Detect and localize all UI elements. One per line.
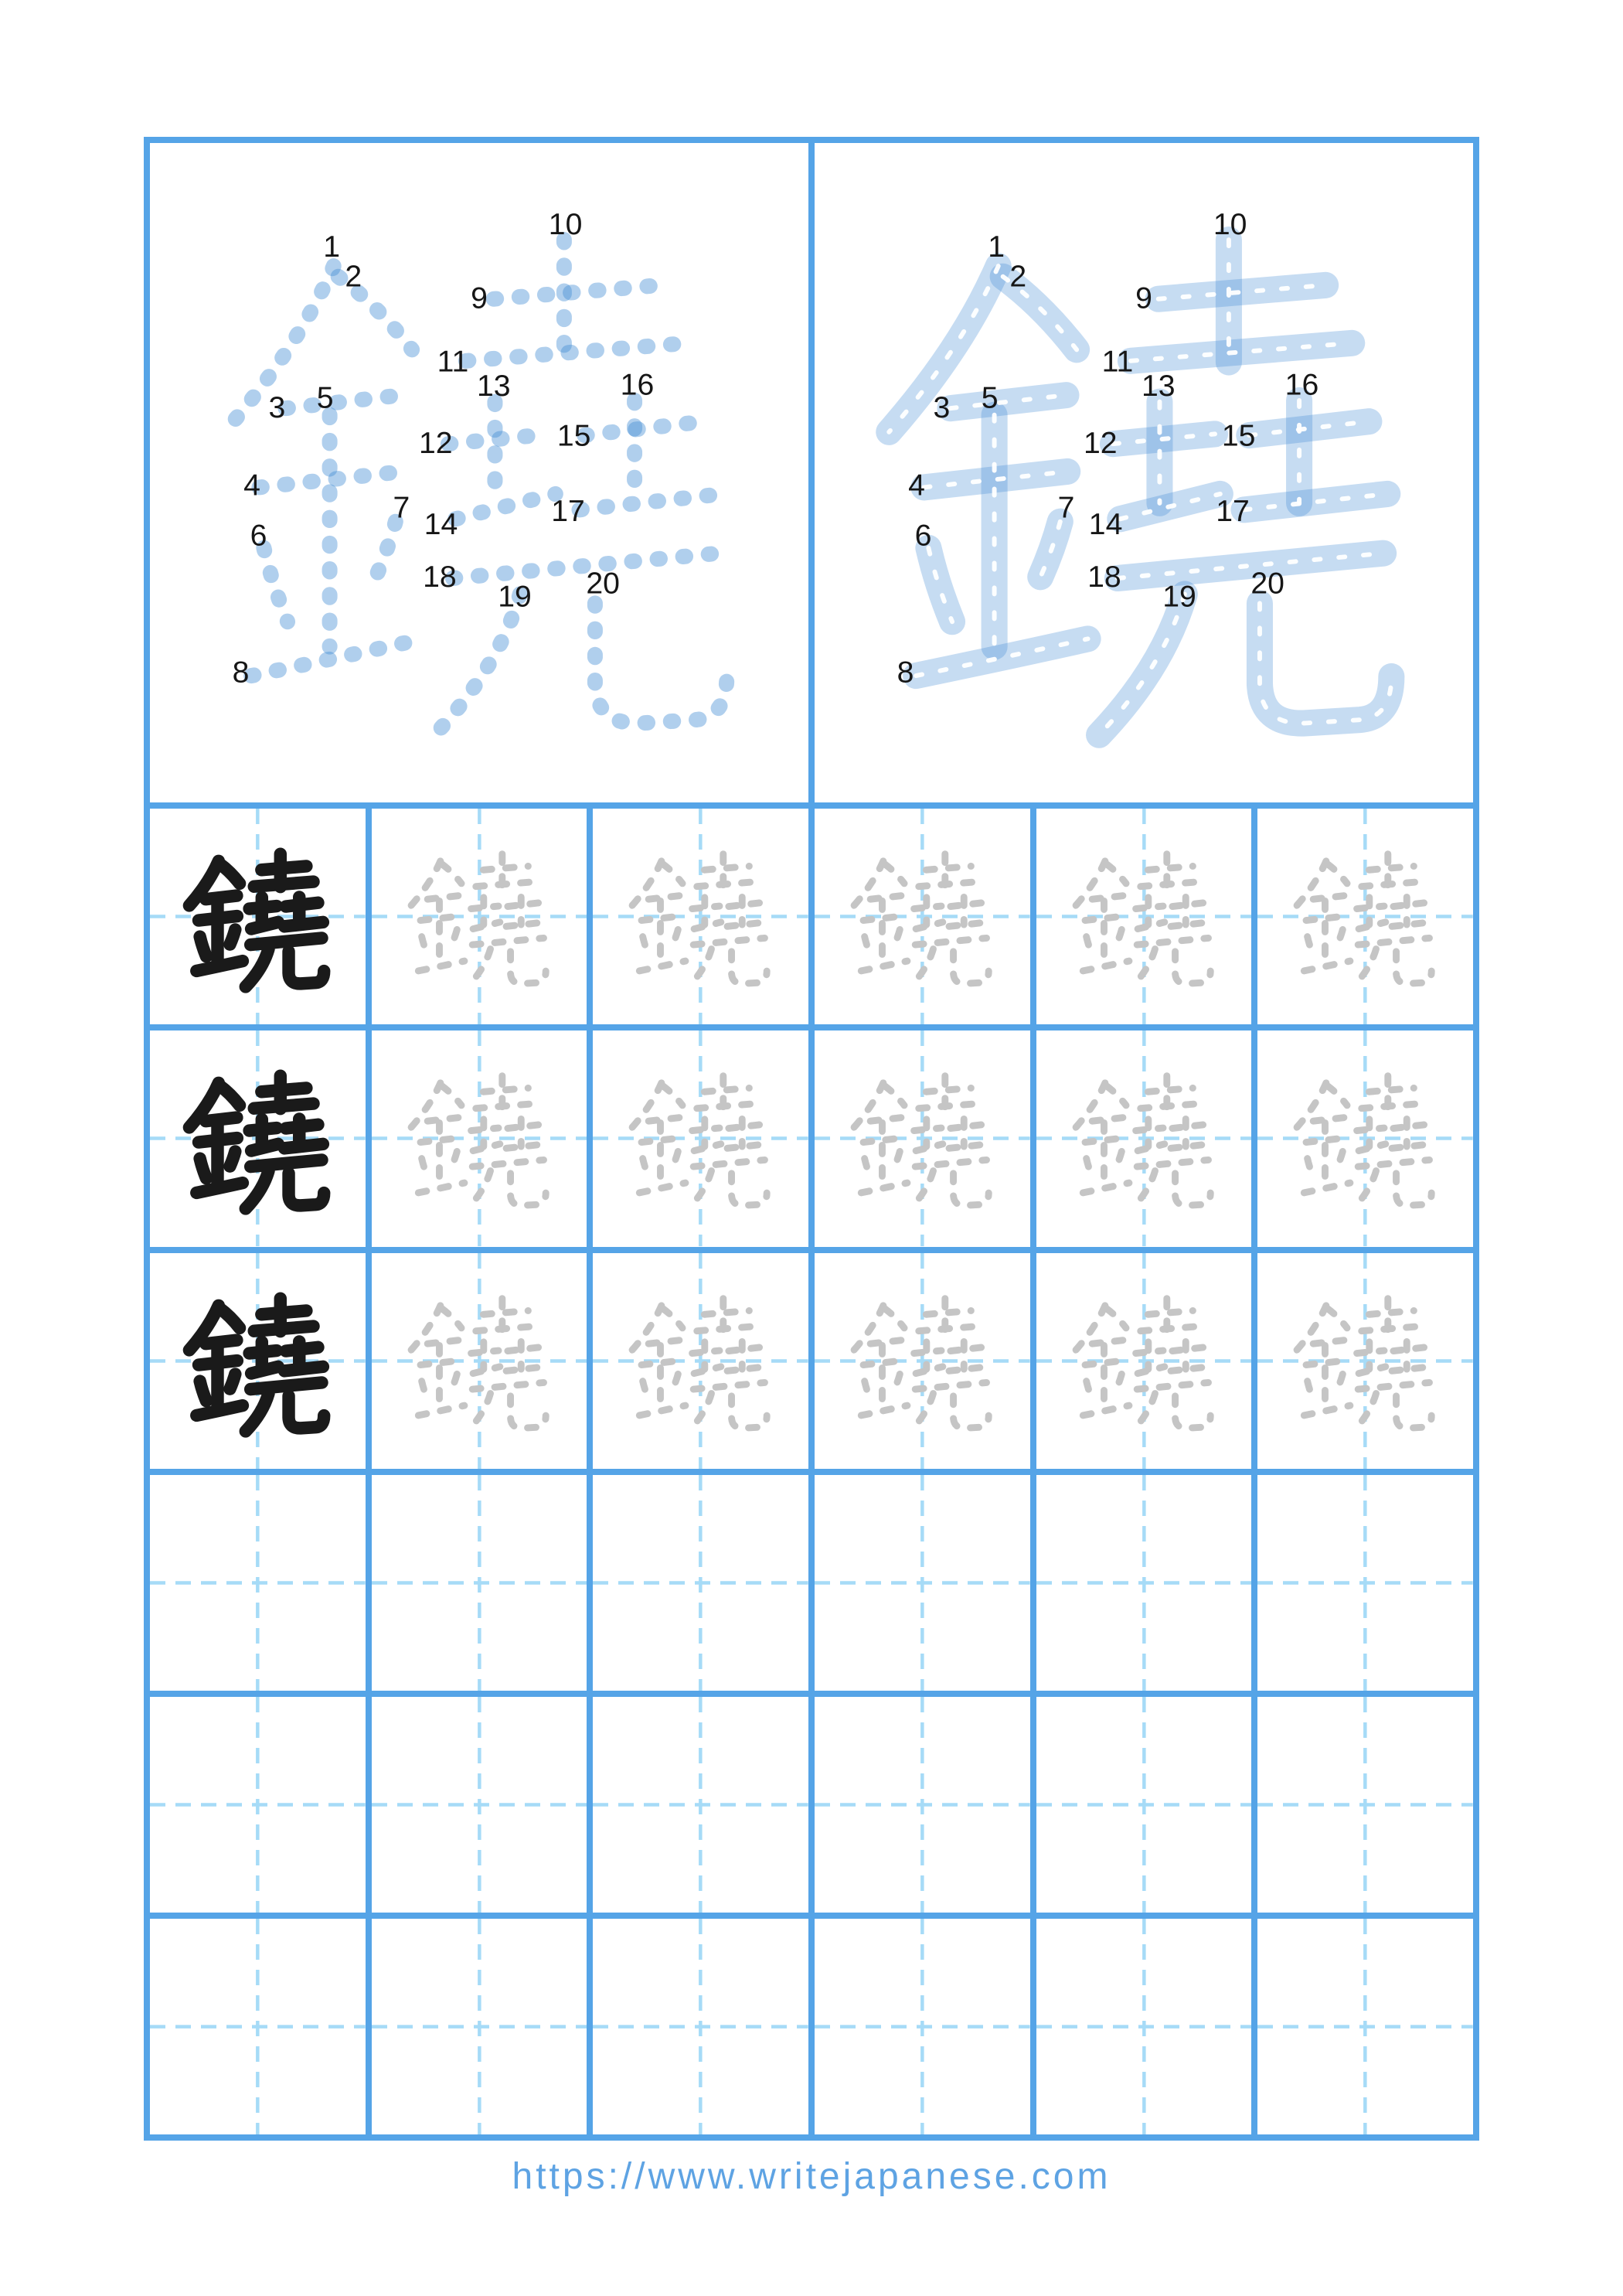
kanji-glyph-trace: [1257, 1030, 1473, 1246]
stroke-number-9: 9: [1135, 281, 1152, 315]
practice-cell-r5c1: [150, 1697, 366, 1913]
practice-cell-r2c5: [1036, 1030, 1252, 1246]
stroke-number-19: 19: [498, 580, 532, 614]
stroke-number-2: 2: [1009, 260, 1027, 294]
kanji-glyph-use: [189, 1076, 324, 1209]
stroke-number-7: 7: [1057, 491, 1075, 525]
kanji-glyph-black: [150, 809, 366, 1024]
kanji-glyph-trace: [1036, 1030, 1252, 1246]
practice-cell-r3c1: [150, 1253, 366, 1469]
practice-cell-r6c4: [815, 1919, 1030, 2134]
practice-cell-r2c6: [1257, 1030, 1473, 1246]
practice-cell-r6c3: [593, 1919, 808, 2134]
practice-cell-r3c3: [593, 1253, 808, 1469]
cell-guides: [372, 1919, 587, 2134]
cell-guides: [1257, 1475, 1473, 1691]
practice-cell-r3c2: [372, 1253, 587, 1469]
practice-cell-r4c1: [150, 1475, 366, 1691]
kanji-glyph-use: [632, 1298, 767, 1431]
stroke-number-13: 13: [476, 369, 511, 403]
stroke-number-12: 12: [418, 427, 453, 461]
kanji-glyph-black: [150, 1253, 366, 1469]
stroke-number-13: 13: [1141, 369, 1176, 403]
stroke-number-10: 10: [1213, 208, 1247, 242]
kanji-glyph-use: [411, 1298, 546, 1431]
stroke-number-6: 6: [914, 519, 932, 553]
stroke-number-11: 11: [1101, 345, 1134, 379]
cell-guides: [372, 1475, 587, 1691]
cell-guides: [1257, 1919, 1473, 2134]
kanji-glyph-use: [189, 1298, 324, 1431]
stroke-number-14: 14: [1088, 507, 1123, 541]
kanji-glyph-use: [854, 854, 988, 987]
kanji-glyph-use: [411, 1076, 546, 1209]
kanji-glyph-trace: [815, 1030, 1030, 1246]
footer-url: https://www.writejapanese.com: [512, 2156, 1111, 2197]
practice-cell-r6c1: [150, 1919, 366, 2134]
kanji-glyph-use: [1297, 854, 1431, 987]
stroke-number-10: 10: [548, 208, 583, 242]
practice-cell-r5c6: [1257, 1697, 1473, 1913]
practice-cell-r1c2: [372, 809, 587, 1024]
kanji-glyph-trace: [1257, 1253, 1473, 1469]
kanji-glyph-trace: [593, 1253, 808, 1469]
cell-guides: [1036, 1697, 1252, 1913]
kanji-glyph-use: [1076, 1298, 1210, 1431]
stroke-number-5: 5: [981, 381, 999, 415]
stroke-number-16: 16: [1284, 368, 1319, 402]
stroke-number-17: 17: [1216, 494, 1250, 528]
stroke-number-7: 7: [393, 491, 410, 525]
cell-guides: [593, 1919, 808, 2134]
cell-guides: [372, 1697, 587, 1913]
stroke-number-12: 12: [1083, 427, 1118, 461]
stroke-number-14: 14: [424, 507, 458, 541]
cell-guides: [593, 1697, 808, 1913]
stroke-number-15: 15: [556, 419, 591, 453]
practice-cell-r4c5: [1036, 1475, 1252, 1691]
kanji-glyph-black: [150, 1030, 366, 1246]
stroke-number-18: 18: [1087, 560, 1121, 594]
kanji-glyph-trace: [815, 809, 1030, 1024]
practice-cell-r1c6: [1257, 809, 1473, 1024]
practice-cell-r6c6: [1257, 1919, 1473, 2134]
practice-cell-r5c4: [815, 1697, 1030, 1913]
stroke-number-6: 6: [250, 519, 267, 553]
stroke-number-1: 1: [323, 230, 341, 264]
kanji-glyph-trace: [1036, 809, 1252, 1024]
practice-cell-r2c3: [593, 1030, 808, 1246]
cell-guides: [150, 1697, 366, 1913]
stroke-number-11: 11: [437, 345, 469, 379]
practice-cell-r1c5: [1036, 809, 1252, 1024]
cell-guides: [1036, 1475, 1252, 1691]
practice-cell-r4c2: [372, 1475, 587, 1691]
stroke-number-1: 1: [988, 230, 1005, 264]
stroke-number-2: 2: [345, 260, 362, 294]
practice-cell-r5c3: [593, 1697, 808, 1913]
kanji-glyph-trace: [372, 1030, 587, 1246]
cell-guides: [815, 1919, 1030, 2134]
stroke-number-17: 17: [551, 494, 585, 528]
cell-guides: [815, 1475, 1030, 1691]
stroke-order-diagram-solid: [815, 143, 1473, 802]
kanji-glyph-trace: [593, 1030, 808, 1246]
stroke-order-diagram-dashed: [150, 143, 808, 802]
stroke-number-8: 8: [232, 656, 250, 690]
cell-guides: [815, 1697, 1030, 1913]
kanji-glyph-trace: [1257, 809, 1473, 1024]
stroke-numbers: [233, 208, 655, 689]
stroke-number-4: 4: [243, 468, 260, 502]
practice-sheet: [144, 137, 1479, 2141]
stroke-number-20: 20: [1250, 567, 1284, 601]
practice-cell-r4c3: [593, 1475, 808, 1691]
stroke-order-panel-solid: [815, 143, 1473, 802]
practice-cell-r2c2: [372, 1030, 587, 1246]
kanji-glyph-use: [632, 1076, 767, 1209]
practice-cell-r4c6: [1257, 1475, 1473, 1691]
cell-guides: [1257, 1697, 1473, 1913]
stroke-number-8: 8: [897, 656, 914, 690]
kanji-glyph-trace: [815, 1253, 1030, 1469]
practice-cell-r2c4: [815, 1030, 1030, 1246]
kanji-glyph-use: [189, 854, 324, 987]
stroke-number-18: 18: [423, 560, 457, 594]
practice-cell-r6c2: [372, 1919, 587, 2134]
stroke-number-15: 15: [1221, 419, 1256, 453]
kanji-glyph-use: [1297, 1076, 1431, 1209]
kanji-glyph-use: [854, 1076, 988, 1209]
stroke-order-panel-traced: [150, 143, 808, 802]
kanji-glyph-use: [1076, 854, 1210, 987]
practice-cell-r5c5: [1036, 1697, 1252, 1913]
kanji-glyph-trace: [372, 809, 587, 1024]
kanji-glyph-trace: [1036, 1253, 1252, 1469]
stroke-number-16: 16: [620, 368, 655, 402]
kanji-glyph-use: [1076, 1076, 1210, 1209]
kanji-glyph-trace: [372, 1253, 587, 1469]
practice-cell-r5c2: [372, 1697, 587, 1913]
stroke-number-20: 20: [586, 567, 620, 601]
kanji-glyph-use: [1297, 1298, 1431, 1431]
stroke-number-3: 3: [933, 391, 951, 425]
stroke-number-9: 9: [471, 281, 488, 315]
stroke-number-19: 19: [1162, 580, 1196, 614]
practice-cell-r3c4: [815, 1253, 1030, 1469]
stroke-number-3: 3: [268, 391, 286, 425]
stroke-number-4: 4: [908, 468, 925, 502]
cell-guides: [593, 1475, 808, 1691]
kanji-glyph-use: [632, 854, 767, 987]
kanji-glyph-trace: [593, 809, 808, 1024]
cell-guides: [150, 1475, 366, 1691]
practice-cell-r1c4: [815, 809, 1030, 1024]
practice-cell-r1c1: [150, 809, 366, 1024]
practice-cell-r6c5: [1036, 1919, 1252, 2134]
practice-cell-r3c6: [1257, 1253, 1473, 1469]
practice-cell-r4c4: [815, 1475, 1030, 1691]
practice-cell-r2c1: [150, 1030, 366, 1246]
cell-guides: [150, 1919, 366, 2134]
practice-cell-r3c5: [1036, 1253, 1252, 1469]
kanji-glyph-use: [854, 1298, 988, 1431]
stroke-number-5: 5: [316, 381, 334, 415]
cell-guides: [1036, 1919, 1252, 2134]
kanji-glyph-use: [411, 854, 546, 987]
practice-cell-r1c3: [593, 809, 808, 1024]
